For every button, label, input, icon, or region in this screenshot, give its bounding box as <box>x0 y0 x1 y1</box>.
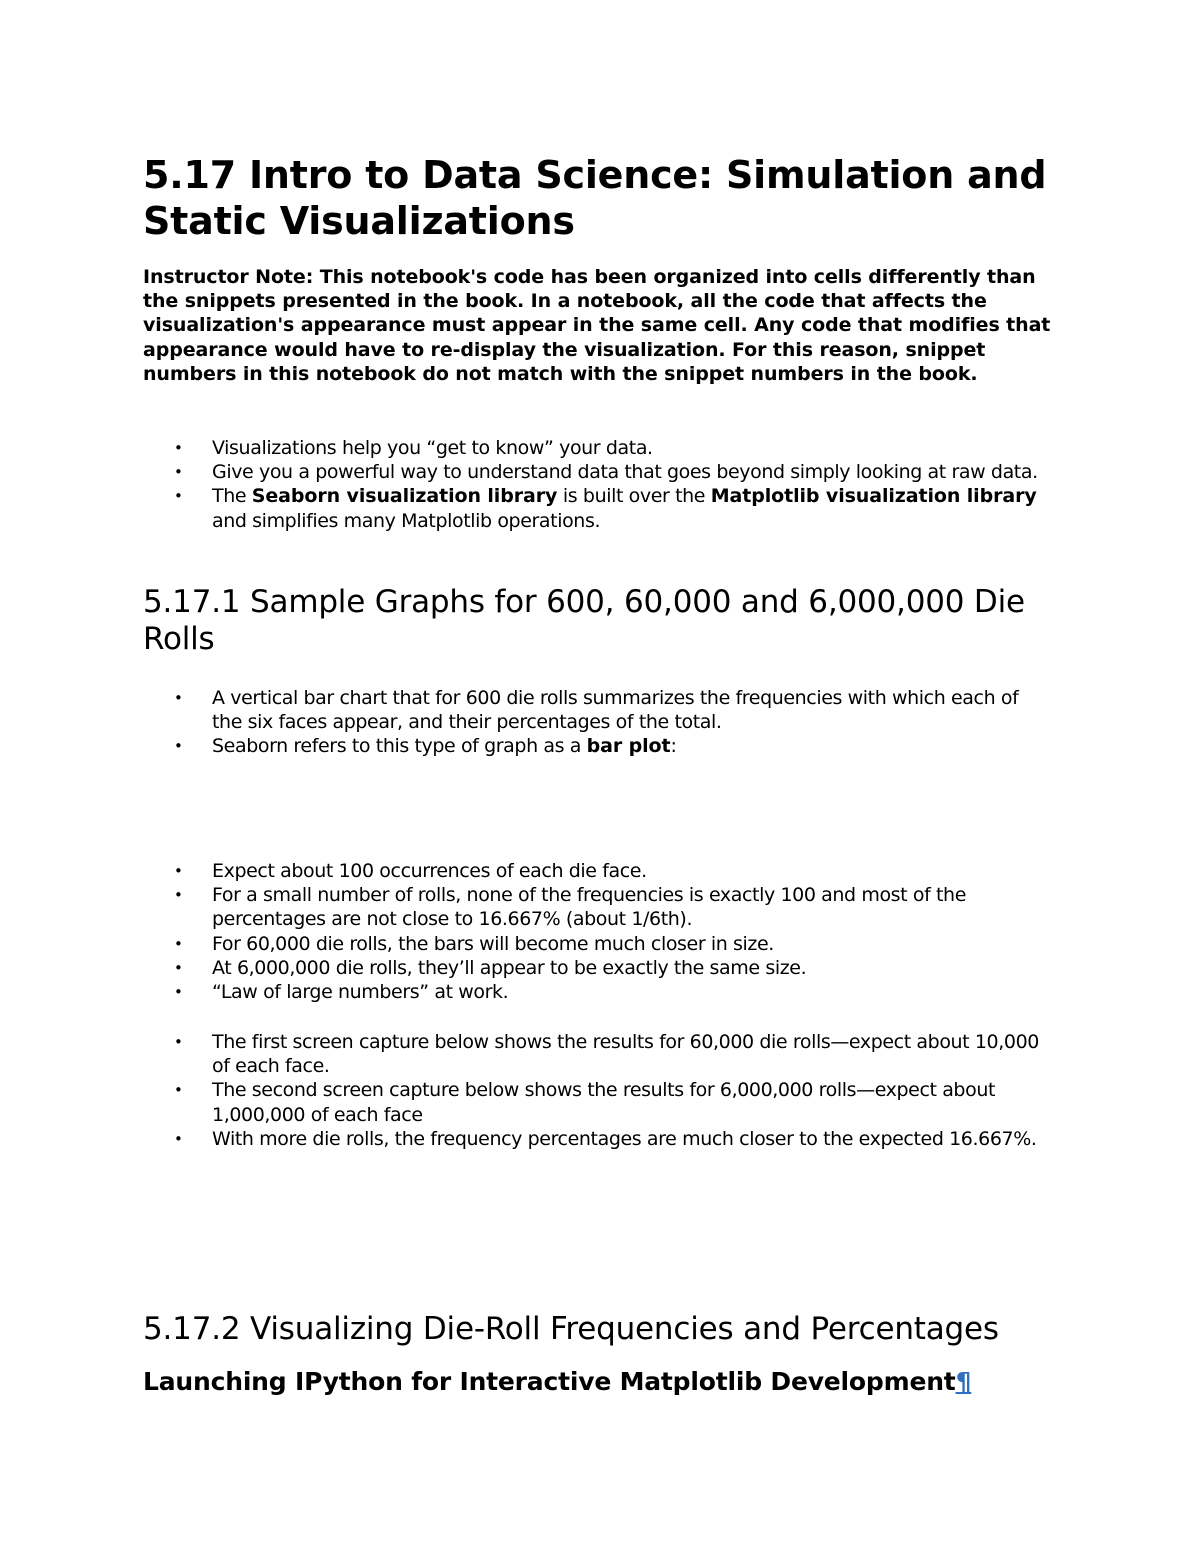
list-item <box>143 1127 1053 1151</box>
list-item <box>143 734 1053 758</box>
list-item-text: Give you a powerful way to understand data that goes beyond simply looking at raw data. <box>212 461 1038 484</box>
list-item-text-post: : <box>670 735 677 758</box>
subheading-text: Launching IPython for Interactive Matplotlib Development <box>143 1367 956 1396</box>
list-item-text-pre: The <box>212 485 252 508</box>
list-item <box>143 859 1053 883</box>
list-item-text: The first screen capture below shows the results for 60,000 die rolls—expect about 10,000 of each face. <box>212 1031 1039 1078</box>
instructor-note: Instructor Note: This notebook's code has been organized into cells differently than the snippets presented in the book. In a notebook, all the code that affects the visualization's appearance must appear in the same cell. Any code that modifies that appearance would have to re-display the visualization. For this reason, snippet numbers in this notebook do not match with the snippet numbers in the book. <box>143 266 1051 385</box>
seaborn-library-term: Seaborn visualization library <box>251 485 558 508</box>
bullet-icon: • <box>174 1081 183 1100</box>
list-item <box>143 1078 1053 1126</box>
list-item-text-mid: is built over the <box>557 485 711 508</box>
bullet-icon: • <box>174 983 183 1002</box>
bar-plot-term: bar plot <box>586 735 671 758</box>
list-item <box>143 1030 1053 1078</box>
bullet-icon: • <box>174 934 183 953</box>
bullet-icon: • <box>174 463 183 482</box>
list-item-text: A vertical bar chart that for 600 die rolls summarizes the frequencies with which each of the six faces appear, and their percentages of the total. <box>212 687 1019 734</box>
bullet-icon: • <box>174 886 183 905</box>
list-item <box>143 932 1053 956</box>
bullet-icon: • <box>174 1129 183 1148</box>
expectations-bullet-list <box>143 859 1053 1004</box>
list-item-text-post: and simplifies many Matplotlib operations. <box>212 509 601 532</box>
screen-capture-bullet-list <box>143 1030 1053 1151</box>
matplotlib-library-term: Matplotlib visualization library <box>710 485 1037 508</box>
section-heading-sample-graphs: 5.17.1 Sample Graphs for 600, 60,000 and 6,000,000 Die Rolls <box>143 584 1025 657</box>
bullet-icon: • <box>174 689 183 707</box>
list-item-text: With more die rolls, the frequency percentages are much closer to the expected 16.667%. <box>212 1127 1037 1150</box>
bullet-icon: • <box>174 439 183 457</box>
bullet-icon: • <box>174 958 183 977</box>
list-item-text-pre: Seaborn refers to this type of graph as a <box>212 735 587 758</box>
list-item <box>143 883 1053 931</box>
list-item-text: Expect about 100 occurrences of each die face. <box>212 860 647 882</box>
list-item-text: At 6,000,000 die rolls, they’ll appear to be exactly the same size. <box>212 956 807 979</box>
anchor-link-pilcrow-icon[interactable]: ¶ <box>955 1367 972 1396</box>
bar-chart-bullet-list <box>143 686 1053 759</box>
bullet-icon: • <box>174 487 183 506</box>
list-item-text: For 60,000 die rolls, the bars will become much closer in size. <box>212 932 774 955</box>
subheading-launching-ipython <box>143 1367 1083 1397</box>
list-item-text: Visualizations help you “get to know” your data. <box>212 437 653 459</box>
list-item-text: “Law of large numbers” at work. <box>212 981 509 1004</box>
list-item <box>143 484 1053 532</box>
bullet-icon: • <box>174 737 183 756</box>
list-item <box>143 686 1053 734</box>
section-heading-visualizing-frequencies: 5.17.2 Visualizing Die-Roll Frequencies and Percentages <box>143 1311 999 1347</box>
list-item-text: The second screen capture below shows the results for 6,000,000 rolls—expect about 1,000,000 of each face <box>212 1079 996 1126</box>
list-item <box>143 436 1053 460</box>
list-item <box>143 460 1053 484</box>
bullet-icon: • <box>174 1033 183 1051</box>
page-title: 5.17 Intro to Data Science: Simulation and Static Visualizations <box>143 153 1047 243</box>
list-item-text: For a small number of rolls, none of the frequencies is exactly 100 and most of the percentages are not close to 16.667% (about 1/6th). <box>212 884 966 931</box>
intro-bullet-list <box>143 436 1053 533</box>
list-item <box>143 980 1053 1004</box>
bullet-icon: • <box>174 862 183 880</box>
list-item <box>143 956 1053 980</box>
